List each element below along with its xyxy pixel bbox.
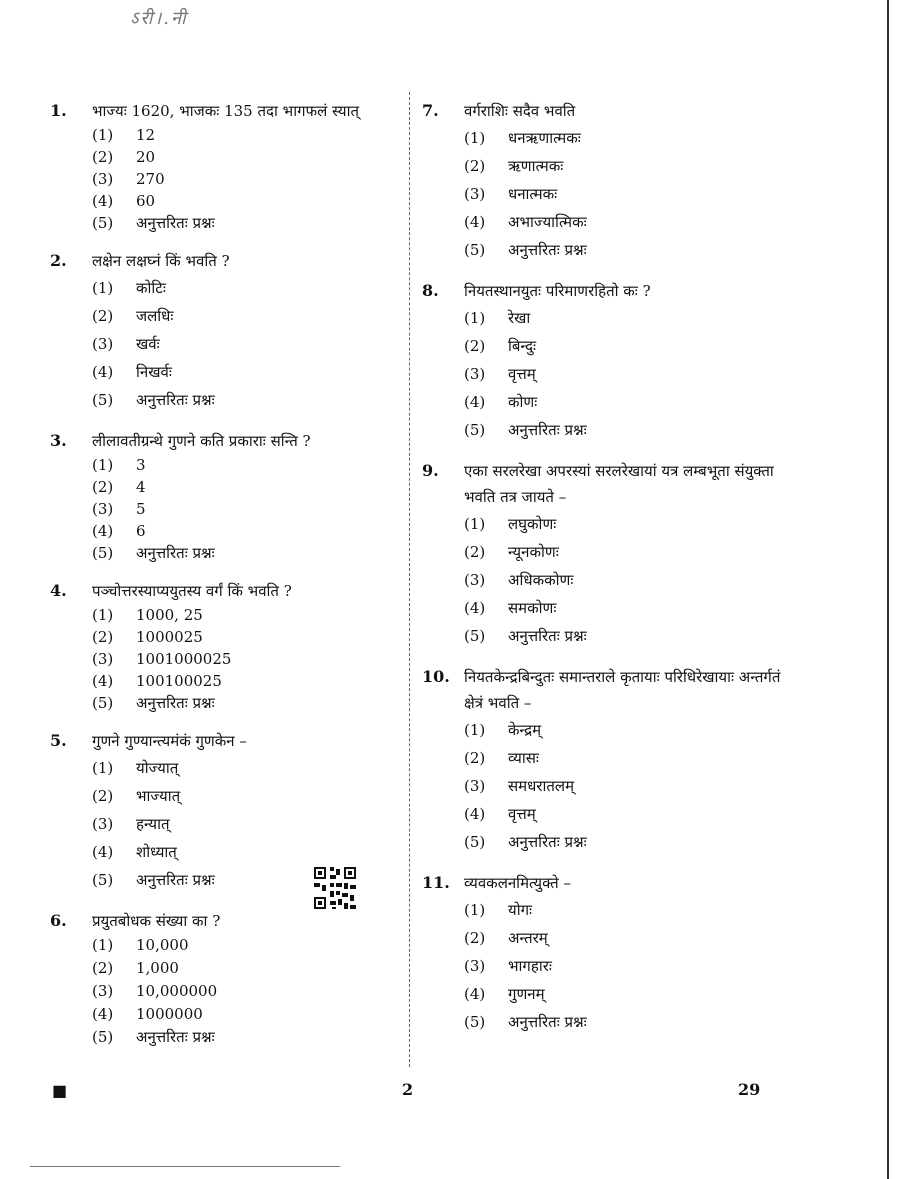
option-1[interactable]: (1) केन्द्रम्: [464, 721, 542, 739]
question-text: पञ्चोत्तरस्याप्ययुतस्य वर्गं किं भवति ?: [92, 582, 292, 600]
qr-code-icon: [312, 865, 358, 911]
option-4[interactable]: (4) 6: [92, 522, 146, 540]
question-4: [50, 578, 395, 714]
option-5[interactable]: (5) अनुत्तरितः प्रश्नः: [464, 833, 587, 851]
question-8: [422, 278, 782, 444]
option-2[interactable]: (2) ऋणात्मकः: [464, 157, 564, 175]
footer-marker: ■: [52, 1081, 68, 1100]
column-divider: [409, 92, 410, 1067]
option-4[interactable]: (4) शोध्यात्: [92, 843, 177, 861]
option-2[interactable]: (2) 20: [92, 148, 156, 166]
question-7: [422, 98, 782, 264]
option-1[interactable]: (1) 10,000: [92, 936, 189, 954]
option-1[interactable]: (1) धनऋणात्मकः: [464, 129, 581, 147]
page-edge-line: [887, 0, 889, 1179]
option-4[interactable]: (4) 60: [92, 192, 156, 210]
bottom-rule: [30, 1166, 340, 1167]
question-number: 1.: [50, 101, 67, 120]
option-3[interactable]: (3) 10,000000: [92, 982, 218, 1000]
option-1[interactable]: (1) योगः: [464, 901, 533, 919]
question-number: 5.: [50, 731, 67, 750]
option-4[interactable]: (4) 1000000: [92, 1005, 203, 1023]
question-10: [422, 664, 782, 856]
option-4[interactable]: (4) निखर्वः: [92, 363, 172, 381]
question-text: लीलावतीग्रन्थे गुणने कति प्रकाराः सन्ति ?: [92, 432, 311, 450]
option-3[interactable]: (3) धनात्मकः: [464, 185, 558, 203]
option-4[interactable]: (4) कोणः: [464, 393, 538, 411]
option-2[interactable]: (2) 1,000: [92, 959, 179, 977]
option-3[interactable]: (3) वृत्तम्: [464, 365, 536, 383]
option-1[interactable]: (1) रेखा: [464, 309, 531, 327]
option-3[interactable]: (3) अधिककोणः: [464, 571, 574, 589]
option-5[interactable]: (5) अनुत्तरितः प्रश्नः: [92, 1028, 215, 1046]
left-column: [50, 98, 395, 1063]
right-column: [422, 98, 782, 1050]
option-2[interactable]: (2) 1000025: [92, 628, 203, 646]
question-text: भाज्यः 1620, भाजकः 135 तदा भागफलं स्यात्: [92, 102, 360, 120]
question-number: 3.: [50, 431, 67, 450]
question-6: [50, 908, 395, 1049]
question-number: 4.: [50, 581, 67, 600]
question-number: 8.: [422, 281, 439, 300]
question-number: 2.: [50, 251, 67, 270]
option-1[interactable]: (1) कोटिः: [92, 279, 166, 297]
option-3[interactable]: (3) हन्यात्: [92, 815, 170, 833]
question-text: गुणने गुण्यान्त्यमंकं गुणकेन –: [92, 732, 247, 750]
option-4[interactable]: (4) वृत्तम्: [464, 805, 536, 823]
option-5[interactable]: (5) अनुत्तरितः प्रश्नः: [464, 1013, 587, 1031]
option-3[interactable]: (3) भागहारः: [464, 957, 552, 975]
option-1[interactable]: (1) 1000, 25: [92, 606, 203, 624]
question-2: [50, 248, 395, 414]
option-5[interactable]: (5) अनुत्तरितः प्रश्नः: [92, 214, 215, 232]
question-text: व्यवकलनमित्युक्ते –: [464, 874, 571, 892]
option-2[interactable]: (2) 4: [92, 478, 146, 496]
option-2[interactable]: (2) न्यूनकोणः: [464, 543, 559, 561]
option-5[interactable]: (5) अनुत्तरितः प्रश्नः: [92, 694, 215, 712]
option-3[interactable]: (3) समधरातलम्: [464, 777, 575, 795]
question-number: 6.: [50, 911, 67, 930]
question-11: [422, 870, 782, 1036]
question-text: नियतकेन्द्रबिन्दुतः समान्तराले कृतायाः परिधिरेखायाः अन्तर्गतं क्षेत्रं भवति –: [464, 668, 781, 712]
page-number: 2: [402, 1080, 414, 1099]
question-text: प्रयुतबोधक संख्या का ?: [92, 912, 221, 930]
option-1[interactable]: (1) लघुकोणः: [464, 515, 557, 533]
option-2[interactable]: (2) जलधिः: [92, 307, 174, 325]
option-3[interactable]: (3) 5: [92, 500, 146, 518]
option-2[interactable]: (2) बिन्दुः: [464, 337, 537, 355]
option-4[interactable]: (4) अभाज्यात्मिकः: [464, 213, 587, 231]
option-5[interactable]: (5) अनुत्तरितः प्रश्नः: [92, 871, 215, 889]
question-number: 7.: [422, 101, 439, 120]
option-2[interactable]: (2) व्यासः: [464, 749, 539, 767]
option-5[interactable]: (5) अनुत्तरितः प्रश्नः: [464, 627, 587, 645]
question-text: लक्षेन लक्षघ्नं किं भवति ?: [92, 252, 230, 270]
option-1[interactable]: (1) योज्यात्: [92, 759, 179, 777]
option-2[interactable]: (2) अन्तरम्: [464, 929, 548, 947]
option-5[interactable]: (5) अनुत्तरितः प्रश्नः: [92, 391, 215, 409]
question-number: 11.: [422, 873, 450, 892]
question-3: [50, 428, 395, 564]
option-1[interactable]: (1) 12: [92, 126, 156, 144]
question-number: 10.: [422, 667, 450, 686]
question-9: [422, 458, 782, 650]
option-3[interactable]: (3) 1001000025: [92, 650, 232, 668]
question-text: वर्गराशिः सदैव भवति: [464, 102, 576, 120]
option-3[interactable]: (3) 270: [92, 170, 165, 188]
paper-code: 29: [738, 1080, 761, 1099]
handwritten-scribble: ऽरी।.नी: [130, 8, 188, 29]
option-5[interactable]: (5) अनुत्तरितः प्रश्नः: [464, 241, 587, 259]
option-3[interactable]: (3) खर्वः: [92, 335, 160, 353]
question-1: [50, 98, 395, 234]
option-5[interactable]: (5) अनुत्तरितः प्रश्नः: [92, 544, 215, 562]
option-4[interactable]: (4) गुणनम्: [464, 985, 545, 1003]
question-text: नियतस्थानयुतः परिमाणरहितो कः ?: [464, 282, 651, 300]
option-4[interactable]: (4) 100100025: [92, 672, 222, 690]
question-text: एका सरलरेखा अपरस्यां सरलरेखायां यत्र लम्बभूता संयुक्ता भवति तत्र जायते –: [464, 462, 774, 506]
option-4[interactable]: (4) समकोणः: [464, 599, 557, 617]
question-number: 9.: [422, 461, 439, 480]
option-1[interactable]: (1) 3: [92, 456, 146, 474]
option-2[interactable]: (2) भाज्यात्: [92, 787, 181, 805]
option-5[interactable]: (5) अनुत्तरितः प्रश्नः: [464, 421, 587, 439]
